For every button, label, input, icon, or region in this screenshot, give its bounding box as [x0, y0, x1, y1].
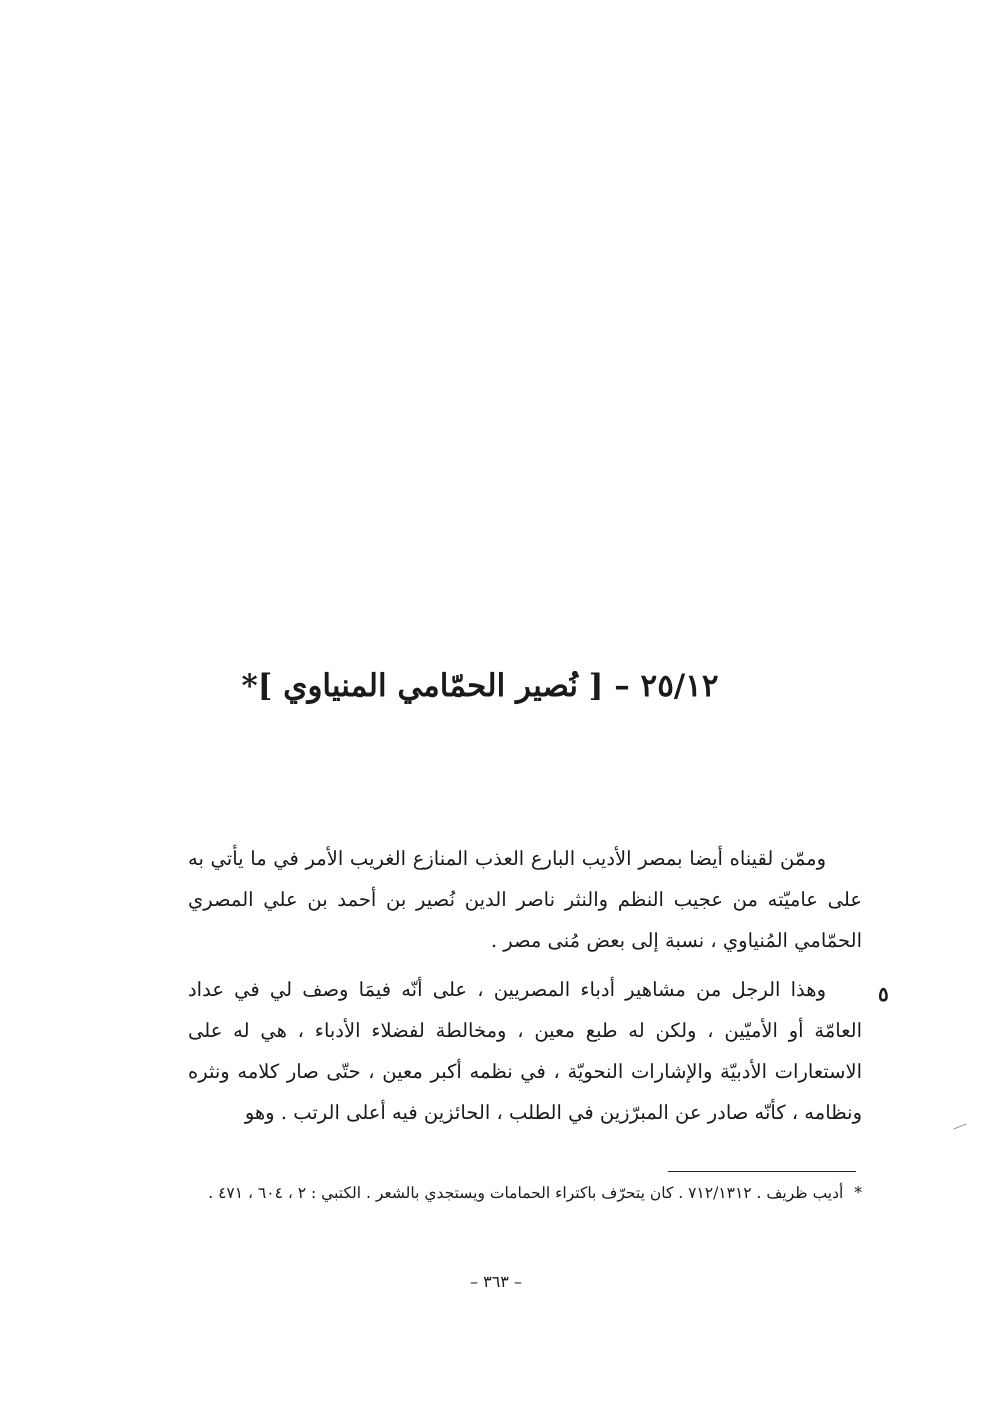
- footnote-divider: [668, 1171, 856, 1172]
- footnote-text: أديب ظريف . ٧١٢/١٣١٢ . كان يتحرّف باكتراء الحمامات ويستجدي بالشعر . الكتبي : ٢ ، ٦٠٤ ، ٤٧١ .: [208, 1184, 844, 1202]
- paragraph-1: وممّن لقيناه أيضا بمصر الأديب البارع العذب المنازع الغريب الأمر في ما يأتي به على عاميّته من عجيب النظم والنثر ناصر الدين نُصير بن أحمد بن علي المصري الحمّامي المُنياوي ، نسبة إلى بعض مُنى مصر .: [188, 847, 862, 952]
- footnote-mark: *: [854, 1184, 862, 1202]
- scan-mark: [953, 1123, 966, 1129]
- entry-title: ٢٥/١٢ – [ نُصير الحمّامي المنياوي ]*: [241, 668, 719, 704]
- page-number: – ٣٦٣ –: [470, 1272, 522, 1291]
- body-text: [188, 838, 862, 1133]
- footnote: [188, 1178, 862, 1208]
- line-number-marker: ٥: [878, 982, 889, 1006]
- paragraph-2: وهذا الرجل من مشاهير أدباء المصريين ، على أنّه فيمَا وصف لي في عداد العامّة أو الأميّين ، ولكن له طبع معين ، ومخالطة لفضلاء الأدباء ، هي له على الاستعارات الأدبيّة والإشارات النحويّة ، في نظمه أكبر معين ، حتّى صار كلامه ونثره ونظامه ، كأنّه صادر عن المبرّزين في الطلب ، الحائزين فيه أعلى الرتب . وهو: [188, 978, 862, 1124]
